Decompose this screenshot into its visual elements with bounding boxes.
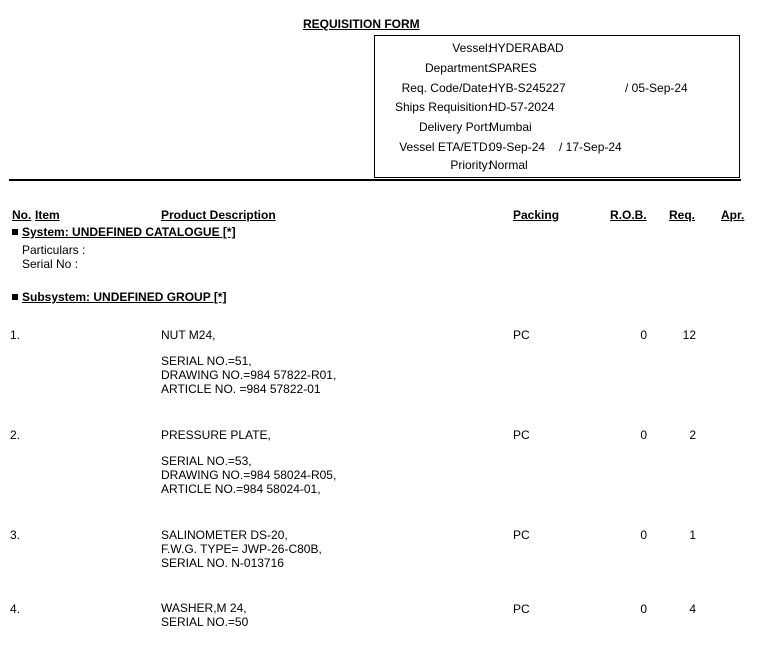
- item-number: 3.: [10, 528, 21, 542]
- system-heading: [12, 225, 236, 239]
- req-code-value: HYB-S245227: [489, 81, 566, 95]
- department-value: SPARES: [489, 61, 537, 75]
- vessel-label: Vessel:: [452, 41, 491, 55]
- item-description: PRESSURE PLATE,: [161, 428, 271, 442]
- req-code-date-label: Req. Code/Date:: [401, 81, 491, 95]
- item-detail: SERIAL NO.=51,: [161, 354, 252, 368]
- col-item: Item: [35, 208, 60, 222]
- item-rob: 0: [640, 328, 647, 342]
- item-packing: PC: [513, 528, 530, 542]
- item-detail: ARTICLE NO. =984 57822-01: [161, 382, 321, 396]
- square-bullet-icon: [12, 229, 18, 235]
- square-bullet-icon: [12, 294, 18, 300]
- department-label: Department:: [424, 61, 491, 75]
- vessel-info-box: [374, 35, 740, 178]
- delivery-port-label: Delivery Port:: [418, 120, 491, 134]
- subsystem-title: Subsystem: UNDEFINED GROUP [*]: [22, 290, 227, 304]
- item-req: 2: [689, 428, 696, 442]
- header-divider: [9, 179, 741, 181]
- item-packing: PC: [513, 602, 530, 616]
- item-description: SERIAL NO. N-013716: [161, 556, 284, 570]
- item-description: SERIAL NO.=50: [161, 615, 249, 629]
- system-title: System: UNDEFINED CATALOGUE [*]: [22, 225, 236, 239]
- item-rob: 0: [640, 528, 647, 542]
- col-packing: Packing: [513, 208, 560, 222]
- particulars-label: Particulars :: [22, 243, 86, 257]
- priority-value: Normal: [489, 158, 528, 172]
- item-detail: DRAWING NO.=984 58024-R05,: [161, 468, 337, 482]
- req-date-value: / 05-Sep-24: [625, 81, 688, 95]
- item-description: NUT M24,: [161, 328, 216, 342]
- ships-requisition-value: HD-57-2024: [489, 100, 555, 114]
- item-packing: PC: [513, 428, 530, 442]
- item-rob: 0: [640, 428, 647, 442]
- item-number: 2.: [10, 428, 21, 442]
- etd-value: / 17-Sep-24: [559, 140, 622, 154]
- item-number: 4.: [10, 602, 21, 616]
- eta-etd-label: Vessel ETA/ETD:: [399, 140, 491, 154]
- delivery-port-value: Mumbai: [489, 120, 532, 134]
- col-no: No.: [12, 208, 32, 222]
- item-req: 12: [682, 328, 696, 342]
- item-number: 1.: [10, 328, 21, 342]
- col-apr: Apr.: [721, 208, 745, 222]
- item-detail: DRAWING NO.=984 57822-R01,: [161, 368, 337, 382]
- item-rob: 0: [640, 602, 647, 616]
- vessel-value: HYDERABAD: [489, 41, 564, 55]
- item-description: WASHER,M 24,: [161, 601, 247, 615]
- col-req: Req.: [669, 208, 696, 222]
- item-description: F.W.G. TYPE= JWP-26-C80B,: [161, 542, 322, 556]
- item-detail: ARTICLE NO.=984 58024-01,: [161, 482, 321, 496]
- item-req: 4: [689, 602, 696, 616]
- form-title: REQUISITION FORM: [303, 17, 420, 31]
- col-description: Product Description: [161, 208, 276, 222]
- subsystem-heading: [12, 290, 226, 304]
- item-packing: PC: [513, 328, 530, 342]
- item-description: SALINOMETER DS-20,: [161, 528, 288, 542]
- ships-requisition-label: Ships Requisition:: [394, 100, 491, 114]
- item-req: 1: [689, 528, 696, 542]
- eta-value: 09-Sep-24: [489, 140, 546, 154]
- item-detail: SERIAL NO.=53,: [161, 454, 252, 468]
- col-rob: R.O.B.: [610, 208, 647, 222]
- serial-no-label: Serial No :: [22, 257, 79, 271]
- priority-label: Priority:: [450, 158, 491, 172]
